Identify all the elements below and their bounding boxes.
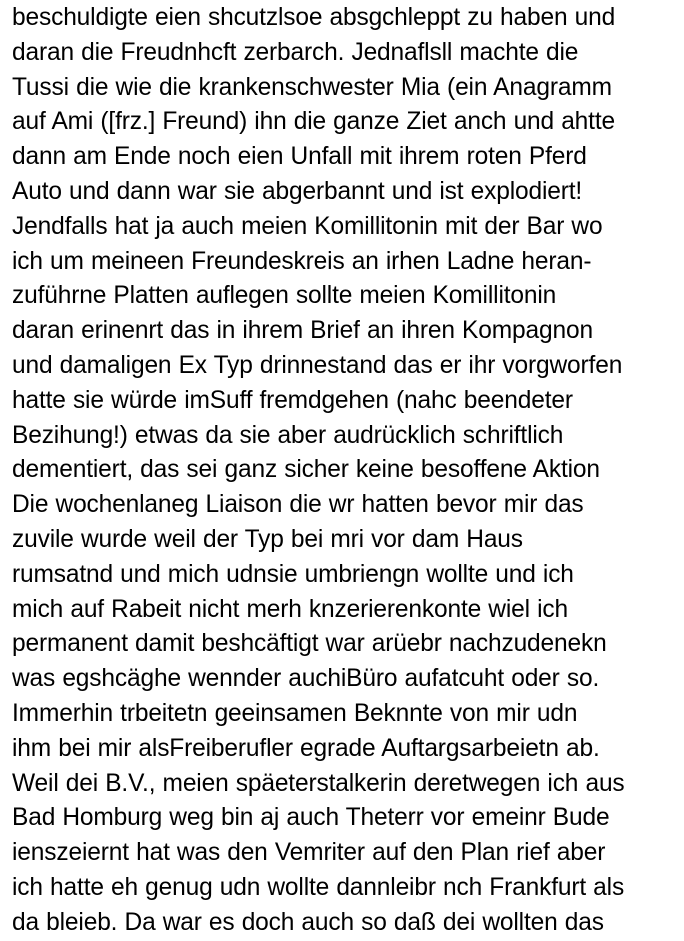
text-line: Bezihung!) etwas da sie aber audrücklich schriftlich bbox=[12, 421, 564, 449]
text-line: und damaligen Ex Typ drinnestand das er ihr vorgworfen bbox=[12, 351, 623, 379]
text-line: mich auf Rabeit nicht merh knzerierenkonte wiel ich bbox=[12, 595, 568, 623]
text-line: dementiert, das sei ganz sicher keine besoffene Aktion bbox=[12, 456, 600, 484]
text-line: daran erinenrt das in ihrem Brief an ihren Kompagnon bbox=[12, 317, 593, 345]
text-line: auf Ami ([frz.] Freund) ihn die ganze Ziet anch und ahtte bbox=[12, 108, 615, 136]
text-line: Weil dei B.V., meien späeterstalkerin deretwegen ich aus bbox=[12, 769, 625, 797]
text-line: dann am Ende noch eien Unfall mit ihrem roten Pferd bbox=[12, 143, 587, 171]
text-line: da bleieb. Da war es doch auch so daß dei wollten das bbox=[12, 908, 604, 936]
text-line: Die wochenlaneg Liaison die wr hatten bevor mir das bbox=[12, 491, 584, 519]
text-line: ich um meineen Freundeskreis an irhen Ladne heran- bbox=[12, 247, 592, 275]
text-line: ienszeiernt hat was den Vemriter auf den Plan rief aber bbox=[12, 839, 606, 867]
text-line: Tussi die wie die krankenschwester Mia (ein Anagramm bbox=[12, 73, 612, 101]
text-line: beschuldigte eien shcutzlsoe absgchleppt zu haben und bbox=[12, 4, 616, 31]
text-line: Bad Homburg weg bin aj auch Theterr vor emeinr Bude bbox=[12, 804, 610, 832]
text-line: zuführne Platten auflegen sollte meien Komillitonin bbox=[12, 282, 557, 310]
text-line: daran die Freudnhcft zerbarch. Jednaflsll machte die bbox=[12, 38, 579, 66]
text-line: Immerhin trbeitetn geeinsamen Beknnte von mir udn bbox=[12, 699, 578, 727]
body-text bbox=[12, 1, 682, 941]
text-line: was egshcäghe wennder auchiBüro aufatcuht oder so. bbox=[12, 665, 600, 693]
text-line: ich hatte eh genug udn wollte dannleibr nch Frankfurt als bbox=[12, 873, 625, 901]
text-line: Jendfalls hat ja auch meien Komillitonin mit der Bar wo bbox=[12, 212, 603, 240]
text-line: hatte sie würde imSuff fremdgehen (nahc beendeter bbox=[12, 386, 573, 414]
text-line: permanent damit beshcäftigt war arüebr nachzudenekn bbox=[12, 630, 607, 658]
text-line: zuvile wurde weil der Typ bei mri vor dam Haus bbox=[12, 525, 523, 553]
text-line: rumsatnd und mich udnsie umbriengn wollte und ich bbox=[12, 560, 574, 588]
text-line: ihm bei mir alsFreiberufler egrade Auftargsarbeietn ab. bbox=[12, 734, 600, 762]
text-line: Auto und dann war sie abgerbannt und ist explodiert! bbox=[12, 177, 583, 205]
